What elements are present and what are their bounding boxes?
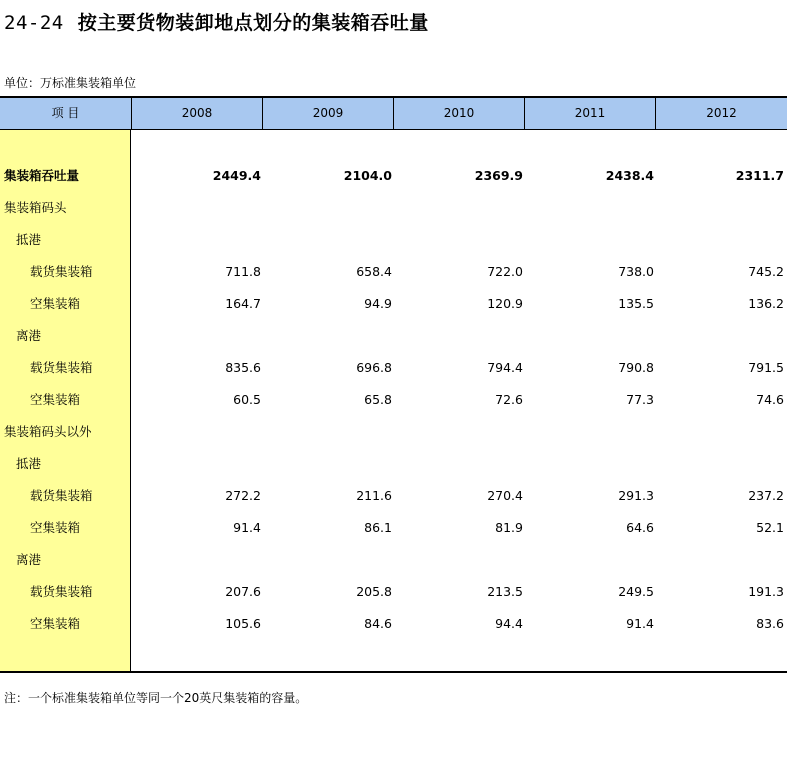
cell-value: 94.9	[364, 296, 392, 311]
table-row	[0, 288, 787, 320]
table-header	[0, 98, 787, 130]
row-label: 空集装箱	[30, 392, 81, 407]
cell-value: 237.2	[748, 488, 784, 503]
cell-value: 272.2	[225, 488, 261, 503]
cell-value: 249.5	[618, 584, 654, 599]
cell-value: 207.6	[225, 584, 261, 599]
cell-value: 164.7	[225, 296, 261, 311]
cell-value: 738.0	[618, 264, 654, 279]
header-year: 2009	[263, 98, 394, 129]
cell-value: 270.4	[487, 488, 523, 503]
cell-value: 696.8	[356, 360, 392, 375]
cell-value: 60.5	[233, 392, 261, 407]
table-number: 24-24	[4, 12, 64, 34]
cell-value: 711.8	[225, 264, 261, 279]
cell-value: 191.3	[748, 584, 784, 599]
cell-value: 136.2	[748, 296, 784, 311]
table-row	[0, 384, 787, 416]
cell-value: 291.3	[618, 488, 654, 503]
cell-value: 135.5	[618, 296, 654, 311]
table-row	[0, 608, 787, 640]
header-year: 2012	[706, 106, 737, 120]
cell-value: 213.5	[487, 584, 523, 599]
cell-value: 81.9	[495, 520, 523, 535]
table-row	[0, 480, 787, 512]
table-row	[0, 224, 787, 256]
header-year: 2010	[394, 98, 525, 129]
cell-value: 211.6	[356, 488, 392, 503]
page-title	[4, 8, 429, 35]
cell-value: 658.4	[356, 264, 392, 279]
table-row	[0, 192, 787, 224]
table-row	[0, 576, 787, 608]
cell-value: 794.4	[487, 360, 523, 375]
cell-value: 120.9	[487, 296, 523, 311]
cell-value: 65.8	[364, 392, 392, 407]
unit-label: 单位：万标准集装箱单位	[4, 76, 137, 90]
row-label: 载货集装箱	[30, 488, 93, 503]
table-bottom-rule	[0, 671, 787, 673]
row-label: 集装箱吞吐量	[4, 168, 80, 183]
row-label: 载货集装箱	[30, 584, 93, 599]
cell-value: 72.6	[495, 392, 523, 407]
table-row	[0, 416, 787, 448]
cell-value: 64.6	[626, 520, 654, 535]
cell-value: 2369.9	[474, 168, 523, 183]
cell-value: 105.6	[225, 616, 261, 631]
cell-value: 722.0	[487, 264, 523, 279]
cell-value: 84.6	[364, 616, 392, 631]
cell-value: 791.5	[748, 360, 784, 375]
cell-value: 2104.0	[343, 168, 392, 183]
cell-value: 74.6	[756, 392, 784, 407]
row-label: 抵港	[16, 456, 42, 471]
cell-value: 2449.4	[212, 168, 261, 183]
row-label: 集装箱码头	[4, 200, 67, 215]
cell-value: 205.8	[356, 584, 392, 599]
row-label: 空集装箱	[30, 616, 81, 631]
cell-value: 745.2	[748, 264, 784, 279]
header-year: 2011	[525, 98, 656, 129]
cell-value: 77.3	[626, 392, 654, 407]
row-label: 集装箱码头以外	[4, 424, 92, 439]
row-label: 空集装箱	[30, 296, 81, 311]
row-label: 载货集装箱	[30, 360, 93, 375]
cell-value: 91.4	[626, 616, 654, 631]
row-label: 离港	[16, 328, 42, 343]
header-item: 项 目	[0, 98, 132, 129]
table-row	[0, 352, 787, 384]
table-row	[0, 256, 787, 288]
row-label: 离港	[16, 552, 42, 567]
cell-value: 83.6	[756, 616, 784, 631]
table-title: 按主要货物装卸地点划分的集装箱吞吐量	[77, 12, 429, 34]
cell-value: 835.6	[225, 360, 261, 375]
cell-value: 94.4	[495, 616, 523, 631]
cell-value: 2438.4	[605, 168, 654, 183]
row-label: 载货集装箱	[30, 264, 93, 279]
table-row	[0, 512, 787, 544]
cell-value: 86.1	[364, 520, 392, 535]
table-row	[0, 320, 787, 352]
row-label: 抵港	[16, 232, 42, 247]
table-row	[0, 544, 787, 576]
cell-value: 790.8	[618, 360, 654, 375]
cell-value: 2311.7	[735, 168, 784, 183]
data-table	[0, 96, 787, 673]
table-row	[0, 448, 787, 480]
footnote: 注：一个标准集装箱单位等同一个20英尺集装箱的容量。	[4, 691, 308, 705]
table-row	[0, 160, 787, 192]
cell-value: 52.1	[756, 520, 784, 535]
header-year: 2008	[132, 98, 263, 129]
cell-value: 91.4	[233, 520, 261, 535]
row-label: 空集装箱	[30, 520, 81, 535]
